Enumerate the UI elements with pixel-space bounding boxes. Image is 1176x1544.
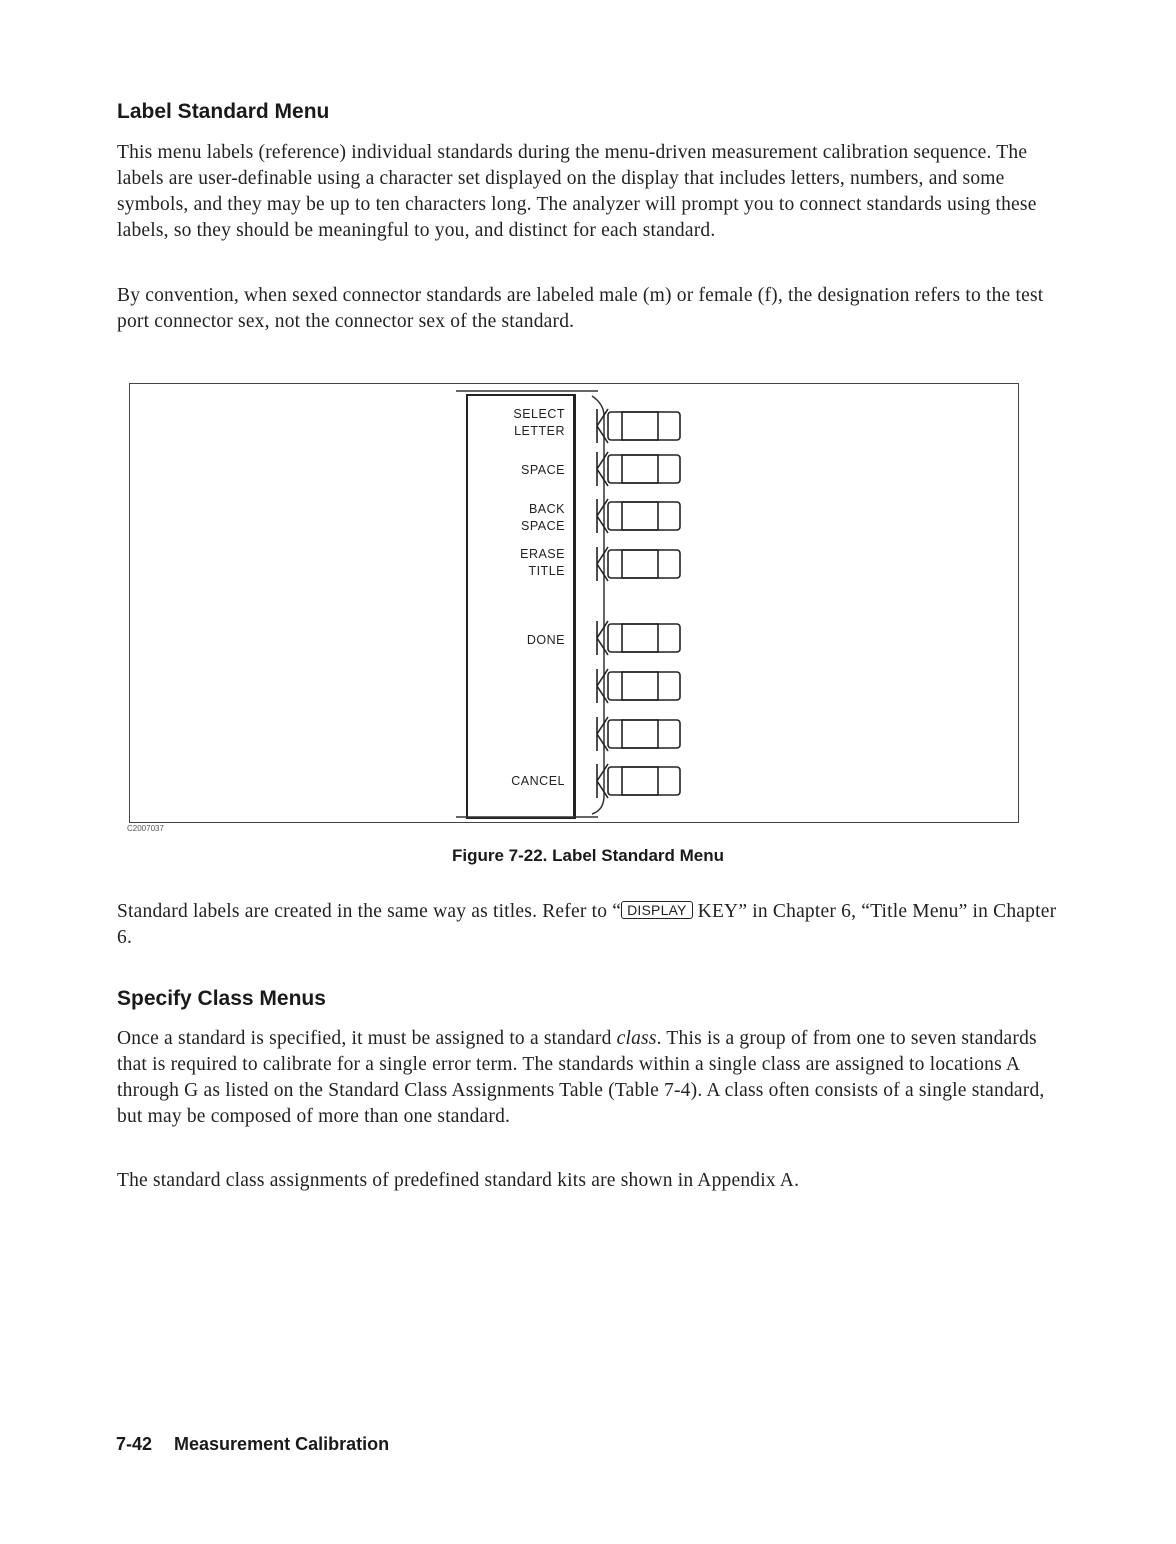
- figure-caption: Figure 7-22. Label Standard Menu: [451, 846, 725, 865]
- softkey-label-space: SPACE: [521, 463, 565, 477]
- softkey-diagram-svg: [130, 384, 1018, 822]
- section-heading-specify-class-menus: Specify Class Menus: [117, 987, 326, 1010]
- softkey-label-done: DONE: [526, 633, 565, 647]
- section-heading-label-standard-menu: Label Standard Menu: [117, 100, 330, 123]
- paragraph-class-description: Once a standard is specified, it must be assigned to a standard class. This is a group of from one to seven standards that is required to calibrate for a single error term. The standards within a single class are assigned to locations A through G as listed on the Standard Class Assignments Table (Table 7-4). A class often consists of a single standard, but may be composed of more than one standard.: [117, 1028, 1045, 1127]
- softkey-button-6[interactable]: [597, 669, 680, 703]
- display-hardkey: DISPLAY: [621, 901, 693, 919]
- softkey-button-1[interactable]: [597, 409, 680, 443]
- paragraph-predefined-kits: The standard class assignments of predefined standard kits are shown in Appendix A.: [117, 1170, 800, 1191]
- softkey-label-erase-title: ERASE TITLE: [520, 547, 565, 578]
- page-footer: [116, 1434, 389, 1455]
- softkey-button-7[interactable]: [597, 717, 680, 751]
- softkey-button-3[interactable]: [597, 499, 680, 533]
- paragraph-sexed-connector-convention: By convention, when sexed connector standards are labeled male (m) or female (f), the designation refers to the test port connector sex, not the connector sex of the standard.: [117, 285, 1044, 332]
- figure-id: C2007037: [127, 824, 164, 833]
- paragraph-standard-labels: Standard labels are created in the same way as titles. Refer to “ DISPLAY KEY” in Chapter 6, “Title Menu” in Chapter 6.: [117, 901, 1057, 948]
- softkey-button-2[interactable]: [597, 452, 680, 486]
- figure-label-standard-menu: [129, 383, 1019, 823]
- softkey-button-5[interactable]: [597, 621, 680, 655]
- page-number: 7-42: [116, 1434, 153, 1454]
- softkey-label-select-letter: SELECT LETTER: [513, 407, 565, 438]
- softkey-label-back-space: BACK SPACE: [521, 502, 565, 533]
- softkey-button-4[interactable]: [597, 547, 680, 581]
- softkey-button-8[interactable]: [597, 764, 680, 798]
- paragraph-label-menu-description: This menu labels (reference) individual standards during the menu-driven measurement calibration sequence. The labels are user-definable using a character set displayed on the display that includes letters, numbers, and some symbols, and they may be up to ten characters long. The analyzer will prompt you to connect standards using these labels, so they should be meaningful to you, and distinct for each standard.: [117, 142, 1037, 241]
- softkey-label-cancel: CANCEL: [511, 774, 565, 788]
- chapter-title: Measurement Calibration: [174, 1434, 390, 1454]
